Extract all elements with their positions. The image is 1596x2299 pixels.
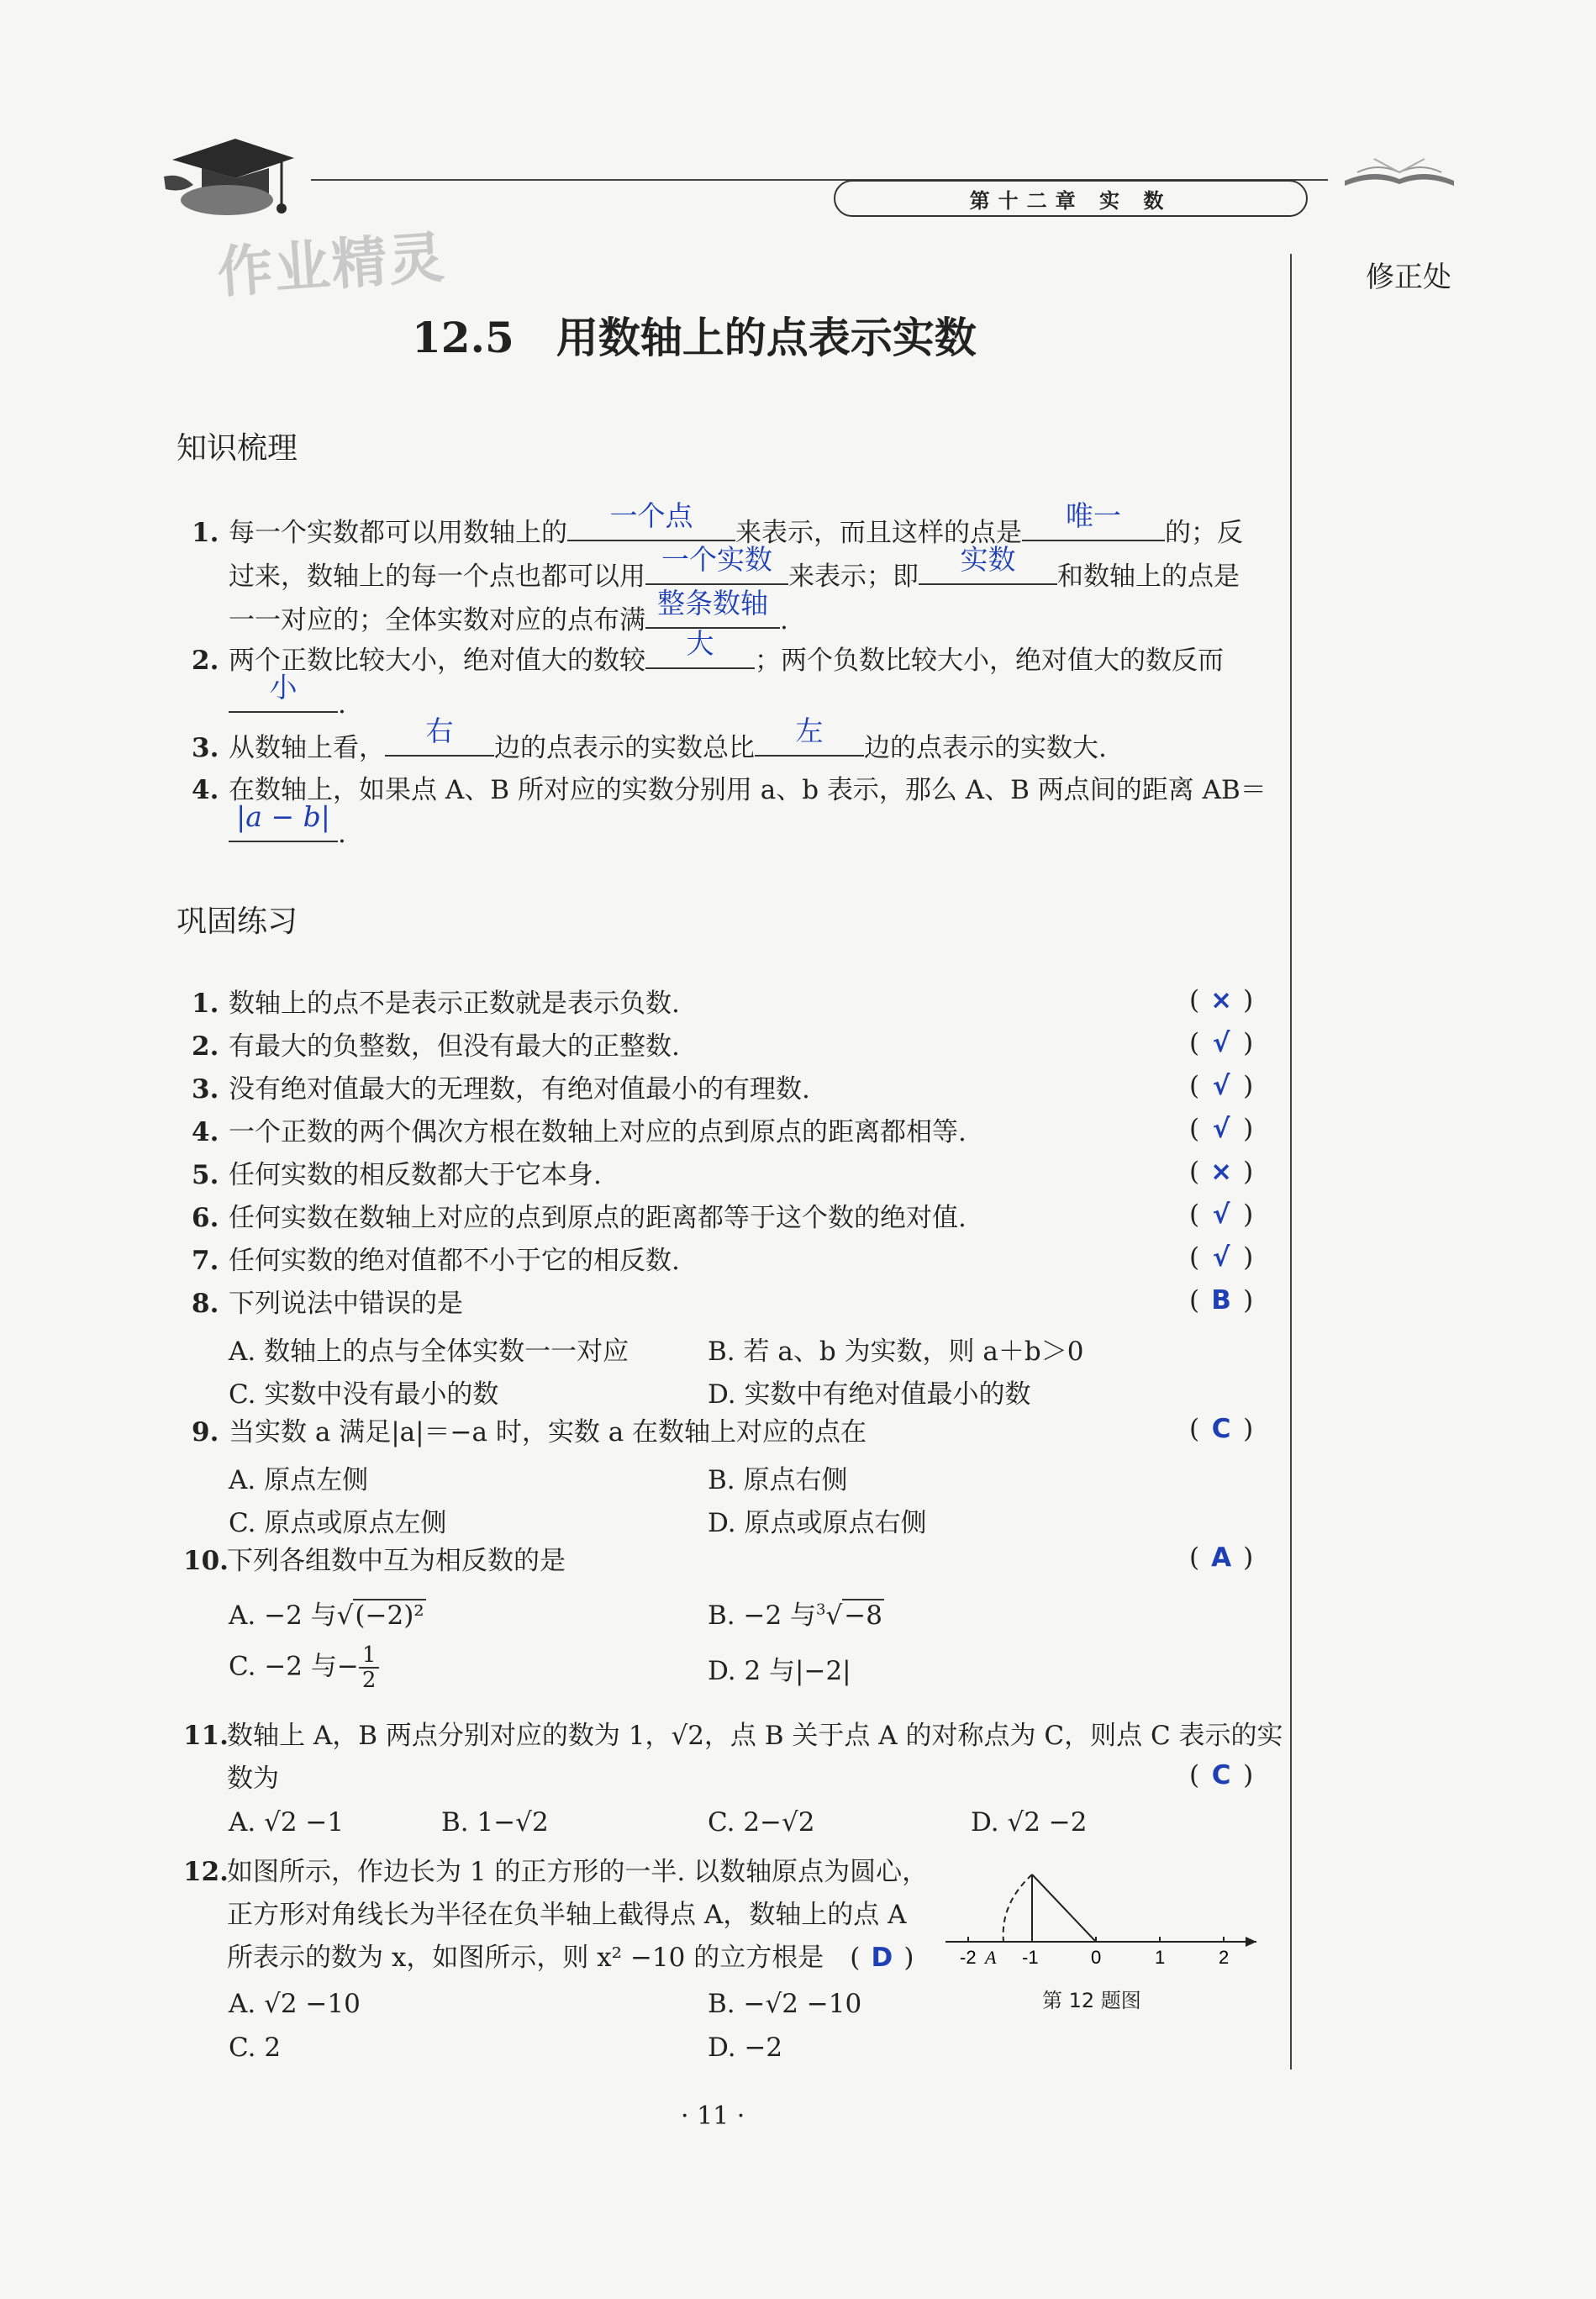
q8-option-d: D. 实数中有绝对值最小的数 xyxy=(708,1379,1031,1410)
q9-answer: ( C ) xyxy=(1189,1414,1254,1444)
tf-item: 1. 数轴上的点不是表示正数就是表示负数. xyxy=(192,989,680,1019)
tf-answer: ( × ) xyxy=(1189,1157,1254,1187)
q12-stem-line2: 正方形对角线长为半径在负半轴上截得点 A，数轴上的点 A xyxy=(227,1900,907,1930)
knowledge-q1-line2: 过来，数轴上的每一个点也都可以用 一个实数 来表示；即 实数 和数轴上的点是 xyxy=(229,543,1240,592)
tf-answer: ( √ ) xyxy=(1189,1028,1254,1058)
correction-column-title: 修正处 xyxy=(1366,261,1451,294)
graduation-cap-icon xyxy=(155,126,298,227)
tick-label: 1 xyxy=(1155,1947,1166,1967)
tick-label: 2 xyxy=(1219,1947,1230,1967)
tf-answer: ( × ) xyxy=(1189,985,1254,1015)
tf-answer: ( √ ) xyxy=(1189,1071,1254,1101)
q10-option-d: D. 2 与|−2| xyxy=(708,1656,851,1686)
q8-option-a: A. 数轴上的点与全体实数一一对应 xyxy=(229,1337,629,1367)
knowledge-q1-line1: 1. 每一个实数都可以用数轴上的 一个点 来表示，而且这样的点是 唯一 的；反 xyxy=(192,499,1243,548)
section-heading-practice: 巩固练习 xyxy=(176,904,298,939)
tick-label: -1 xyxy=(1022,1947,1039,1967)
q10-answer: ( A ) xyxy=(1189,1542,1254,1573)
chapter-label: 第十二章 实 数 xyxy=(834,180,1308,217)
q11-option-b: B. 1−√2 xyxy=(441,1807,549,1838)
open-book-icon xyxy=(1341,147,1458,189)
q9-option-d: D. 原点或原点右侧 xyxy=(708,1508,927,1538)
tf-item: 6. 任何实数在数轴上对应的点到原点的距离都等于这个数的绝对值. xyxy=(192,1203,967,1233)
q10-option-c: C. −2 与− $\frac{1}{2}$ xyxy=(229,1643,379,1692)
page-title: 12.5 用数轴上的点表示实数 xyxy=(412,313,977,362)
knowledge-q2-line2: 小 . xyxy=(229,686,346,723)
q8-option-c: C. 实数中没有最小的数 xyxy=(229,1379,499,1410)
tick-label: 0 xyxy=(1091,1947,1102,1967)
q12-option-b: B. −√2 −10 xyxy=(708,1989,862,2019)
q11-stem-line2: 数为 xyxy=(227,1764,279,1794)
tf-answer: ( √ ) xyxy=(1189,1242,1254,1273)
q10-option-a: A. −2 与√(−2)² xyxy=(229,1600,424,1631)
q11-stem-line1: 11.数轴上 A，B 两点分别对应的数为 1，√2，点 B 关于点 A 的对称点为 C，则点 C 表示的实 xyxy=(183,1721,1283,1751)
q9-option-a: A. 原点左侧 xyxy=(229,1465,369,1495)
q9-stem: 9. 当实数 a 满足|a|＝−a 时，实数 a 在数轴上对应的点在 xyxy=(192,1417,867,1447)
tf-answer: ( √ ) xyxy=(1189,1200,1254,1230)
q9-option-c: C. 原点或原点左侧 xyxy=(229,1508,447,1538)
q12-stem-line3: 所表示的数为 x，如图所示，则 x² −10 的立方根是 ( D ) xyxy=(227,1943,914,1973)
knowledge-q2-line1: 2. 两个正数比较大小，绝对值大的数较 大 ；两个负数比较大小，绝对值大的数反而 xyxy=(192,627,1224,676)
q11-answer: ( C ) xyxy=(1189,1760,1254,1790)
tick-label: A xyxy=(985,1947,997,1967)
knowledge-q3: 3. 从数轴上看， 右 边的点表示的实数总比 左 边的点表示的实数大. xyxy=(192,714,1107,763)
q11-option-c: C. 2−√2 xyxy=(708,1807,815,1838)
q12-option-c: C. 2 xyxy=(229,2033,282,2063)
number-line-figure xyxy=(941,1866,1265,1967)
q11-option-d: D. √2 −2 xyxy=(971,1807,1088,1838)
tf-item: 3. 没有绝对值最大的无理数，有绝对值最小的有理数. xyxy=(192,1074,810,1105)
section-heading-knowledge: 知识梳理 xyxy=(176,431,298,466)
knowledge-q1-line3: 一一对应的；全体实数对应的点布满 整条数轴 . xyxy=(229,587,788,635)
q12-option-a: A. √2 −10 xyxy=(229,1989,361,2019)
q8-answer: ( B ) xyxy=(1189,1285,1254,1316)
q10-stem: 10.下列各组数中互为相反数的是 xyxy=(183,1546,566,1576)
tf-answer: ( √ ) xyxy=(1189,1114,1254,1144)
q11-option-a: A. √2 −1 xyxy=(229,1807,345,1838)
q8-stem: 8. 下列说法中错误的是 xyxy=(192,1289,463,1319)
q10-option-b: B. −2 与$^3$√−8 xyxy=(708,1600,882,1631)
q9-option-b: B. 原点右侧 xyxy=(708,1465,848,1495)
q12-stem-line1: 12.如图所示，作边长为 1 的正方形的一半. 以数轴原点为圆心， xyxy=(183,1857,929,1887)
tf-item: 7. 任何实数的绝对值都不小于它的相反数. xyxy=(192,1246,680,1276)
sidebar-divider xyxy=(1290,254,1292,2070)
tick-label: -2 xyxy=(960,1947,977,1967)
knowledge-q4-line2: |a − b| . xyxy=(229,815,346,852)
tf-item: 4. 一个正数的两个偶次方根在数轴上对应的点到原点的距离都相等. xyxy=(192,1117,967,1147)
brand-watermark: 作业精灵 xyxy=(215,224,448,306)
tf-item: 5. 任何实数的相反数都大于它本身. xyxy=(192,1160,602,1190)
tf-item: 2. 有最大的负整数，但没有最大的正整数. xyxy=(192,1031,680,1062)
page-number: · 11 · xyxy=(681,2101,745,2131)
q8-option-b: B. 若 a、b 为实数，则 a＋b＞0 xyxy=(708,1337,1084,1367)
figure-caption: 第 12 题图 xyxy=(1042,1989,1141,2012)
knowledge-q4-line1: 4. 在数轴上，如果点 A、B 所对应的实数分别用 a、b 表示，那么 A、B 两点间的距离 AB＝ xyxy=(192,775,1267,805)
q12-option-d: D. −2 xyxy=(708,2033,783,2063)
